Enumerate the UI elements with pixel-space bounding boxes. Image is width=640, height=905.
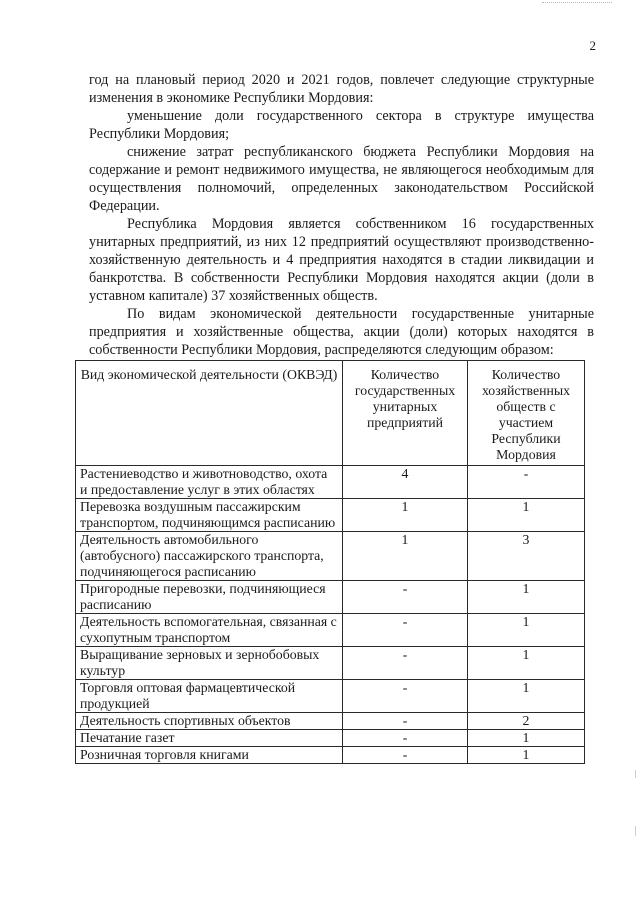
paragraph: уменьшение доли государственного сектора в структуре имущества Республики Мордовия; [89, 108, 594, 142]
table-row [76, 499, 585, 532]
paragraph: По видам экономической деятельности государственные унитарные предприятия и хозяйственные общества, акции (доли) которых находятся в собственности Республики Мордовия, распределяются следующим образом: [89, 306, 594, 358]
unitary-count-cell: - [343, 614, 468, 647]
page-number: 2 [589, 38, 596, 53]
table-header-row [76, 361, 585, 466]
unitary-count-cell: - [343, 747, 468, 764]
companies-count-cell: 1 [468, 747, 585, 764]
companies-count-cell: 2 [468, 713, 585, 730]
companies-count-cell: 1 [468, 730, 585, 747]
companies-count-cell: 1 [468, 581, 585, 614]
table-row [76, 730, 585, 747]
activity-cell: Розничная торговля книгами [76, 747, 343, 764]
activity-cell: Перевозка воздушным пассажирским транспортом, подчиняющимся расписанию [76, 499, 343, 532]
table-row [76, 680, 585, 713]
unitary-count-cell: 4 [343, 466, 468, 499]
paragraph: снижение затрат республиканского бюджета Республики Мордовия на содержание и ремонт недвижимого имущества, не являющегося необходимым для осуществления полномочий, определенных законодательством Российской Федерации. [89, 144, 594, 214]
activity-cell: Деятельность вспомогательная, связанная с сухопутным транспортом [76, 614, 343, 647]
paragraph: год на плановый период 2020 и 2021 годов, повлечет следующие структурные изменения в экономике Республики Мордовия: [89, 72, 594, 106]
companies-count-cell: 1 [468, 680, 585, 713]
table-row [76, 647, 585, 680]
header-business-companies: Количество хозяйственных обществ с участием Республики Мордовия [468, 361, 585, 466]
activity-cell: Деятельность спортивных объектов [76, 713, 343, 730]
companies-count-cell: 3 [468, 532, 585, 581]
activity-cell: Растениеводство и животноводство, охота и предоставление услуг в этих областях [76, 466, 343, 499]
table-row [76, 581, 585, 614]
table-row [76, 466, 585, 499]
unitary-count-cell: 1 [343, 532, 468, 581]
companies-count-cell: 1 [468, 647, 585, 680]
header-unitary-enterprises: Количество государственных унитарных предприятий [343, 361, 468, 466]
economic-activity-table [75, 360, 585, 764]
activity-cell: Печатание газет [76, 730, 343, 747]
table-row [76, 747, 585, 764]
companies-count-cell: 1 [468, 614, 585, 647]
scan-edge-artifact [632, 826, 636, 836]
document-body [89, 71, 594, 359]
unitary-count-cell: - [343, 680, 468, 713]
activity-cell: Деятельность автомобильного (автобусного) пассажирского транспорта, подчиняющегося расписанию [76, 532, 343, 581]
activity-cell: Торговля оптовая фармацевтической продукцией [76, 680, 343, 713]
table-row [76, 532, 585, 581]
scan-edge-artifact [632, 770, 636, 778]
scan-artifact [542, 2, 612, 9]
companies-count-cell: 1 [468, 499, 585, 532]
unitary-count-cell: - [343, 713, 468, 730]
companies-count-cell: - [468, 466, 585, 499]
paragraph: Республика Мордовия является собственником 16 государственных унитарных предприятий, из них 12 предприятий осуществляют производственно-хозяйственную деятельность и 4 предприятия находятся в стадии ликвидации и банкротства. В собственности Республики Мордовия находятся акции (доли в уставном капитале) 37 хозяйственных обществ. [89, 216, 594, 304]
unitary-count-cell: - [343, 647, 468, 680]
activity-cell: Пригородные перевозки, подчиняющиеся расписанию [76, 581, 343, 614]
activity-cell: Выращивание зерновых и зернобобовых культур [76, 647, 343, 680]
unitary-count-cell: - [343, 581, 468, 614]
table-row [76, 614, 585, 647]
table-row [76, 713, 585, 730]
unitary-count-cell: 1 [343, 499, 468, 532]
unitary-count-cell: - [343, 730, 468, 747]
header-activity: Вид экономической деятельности (ОКВЭД) [76, 361, 343, 466]
